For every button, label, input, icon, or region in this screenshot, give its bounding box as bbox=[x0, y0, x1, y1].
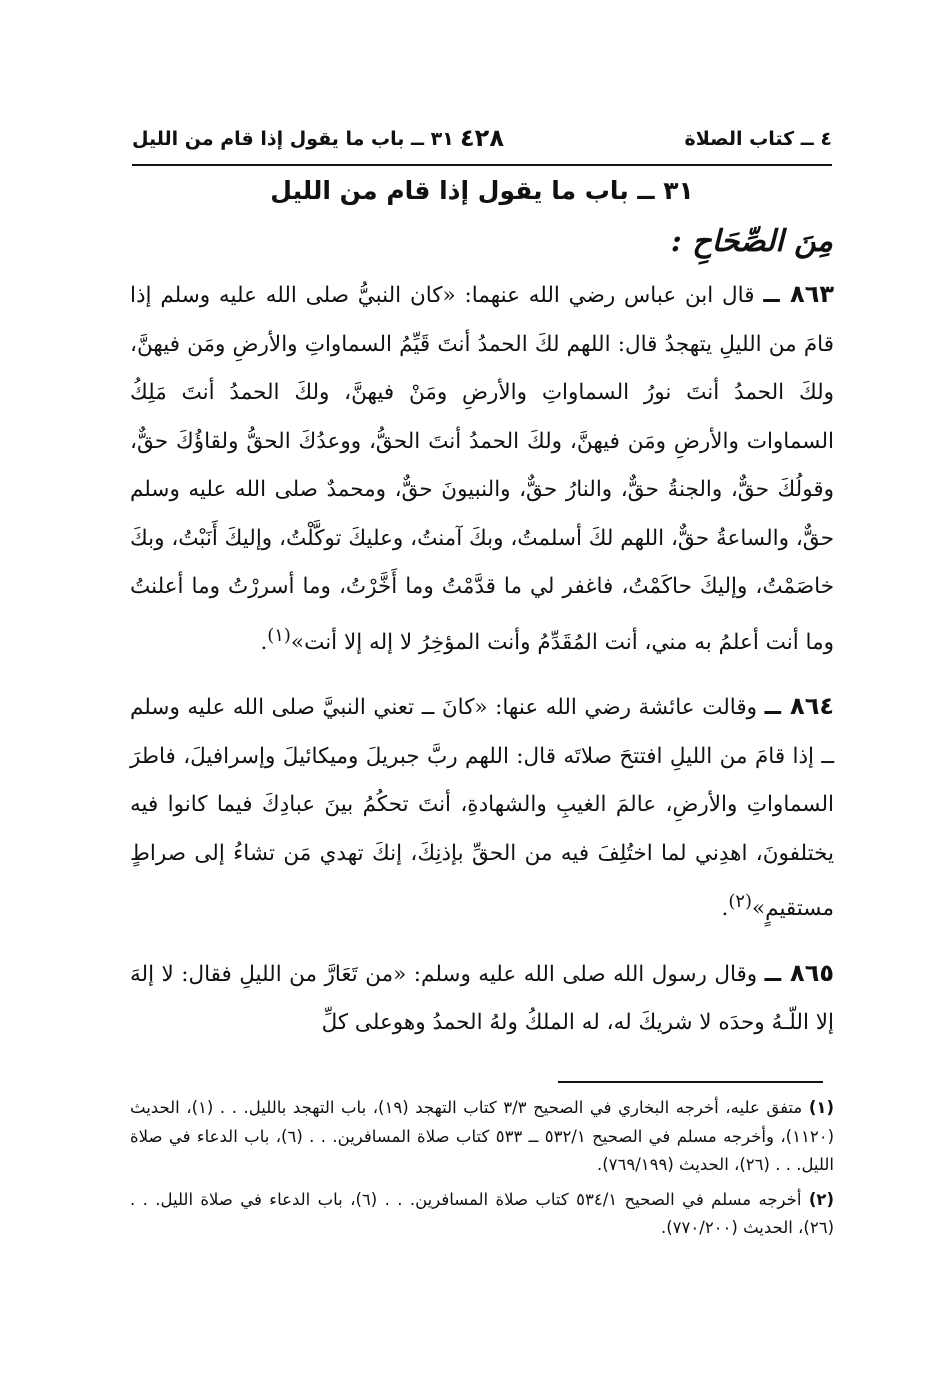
running-header bbox=[132, 124, 832, 158]
footnote bbox=[130, 1094, 834, 1180]
footnote-marker: (١) bbox=[267, 624, 291, 646]
hadith-paragraph: ٨٦٤ ــ وقالت عائشة رضي الله عنها: «كانَ ــ تعني النبيَّ صلى الله عليه وسلم ــ إذا قامَ من الليلِ افتتحَ صلاتَه قال: اللهم ربَّ جبريلَ وميكائيلَ وإسرافيلَ، فاطرَ السماواتِ والأرضِ، عالمَ الغيبِ والشهادةِ، أنتَ تحكُمُ بينَ عبادِكَ فيما كانوا فيه يختلفونَ، اهدِني لما اختُلِفَ فيه من الحقِّ بإذنِكَ، إنكَ تهدي مَن تشاءُ إلى صراطٍ مستقيمٍ»$^{(٢)}$. bbox=[130, 692, 834, 922]
header-chapter-title: ٣١ ــ باب ما يقول إذا قام من الليل bbox=[132, 128, 454, 150]
chapter-title: ٣١ ــ باب ما يقول إذا قام من الليل bbox=[270, 176, 694, 205]
footnotes bbox=[130, 1094, 834, 1249]
header-divider bbox=[132, 164, 832, 166]
hadith-paragraph bbox=[130, 949, 834, 1048]
hadith-number: ٨٦٤ ــ bbox=[764, 692, 834, 721]
hadith-text: وقال رسول الله صلى الله عليه وسلم: «من تَعَارَّ من الليلِ فقال: لا إلهَ إلا اللّـهُ وحدَه لا شريكَ له، له الملكُ ولهُ الحمدُ وهوعلى كلِّ bbox=[130, 961, 834, 1036]
hadith-number: ٨٦٥ ــ bbox=[764, 958, 834, 987]
header-book-title: ٤ ــ كتاب الصلاة bbox=[684, 128, 832, 150]
footnote bbox=[130, 1186, 834, 1243]
hadith-text: قال ابن عباس رضي الله عنهما: «كان النبيُّ صلى الله عليه وسلم إذا قامَ من الليلِ يتهجدُ قال: اللهم لكَ الحمدُ أنتَ قَيِّمُ السماواتِ والأرضِ ومَن فيهنَّ، ولكَ الحمدُ أنتَ نورُ السماواتِ والأرضِ ومَنْ فيهنَّ، ولكَ الحمدُ أنتَ مَلِكُ السماوات والأرضِ ومَن فيهنَّ، ولكَ الحمدُ أنتَ الحقُّ، ووعدُكَ الحقُّ ولقاؤُكَ حقٌّ، وقولُكَ حقٌّ، والجنةُ حقٌّ، والنارُ حقٌّ، والنبيونَ حقٌّ، ومحمدٌ صلى الله عليه وسلم حقٌّ، والساعةُ حقٌّ، اللهم لكَ أسلمتُ، وبكَ آمنتُ، وعليكَ توكَّلْتُ، وإليكَ أَنَبْتُ، وبكَ خاصَمْتُ، وإليكَ حاكَمْتُ، فاغفر لي ما قدَّمْتُ وما أَخَّرْتُ، وما أسررْتُ وما أعلنتُ وما أنت أعلمُ به مني، أنت المُقَدِّمُ وأنت المؤخِرُ لا إله إلا أنت» bbox=[130, 283, 834, 655]
footnote-text: متفق عليه، أخرجه البخاري في الصحيح ٣/٣ كتاب التهجد (١٩)، باب التهجد بالليل. . . (١)، الحديث (١١٢٠)، وأخرجه مسلم في الصحيح ٥٣٢/١ ــ ٥٣٣ كتاب صلاة المسافرين. . . (٦)، باب الدعاء في صلاة الليل. . . (٢٦)، الحديث (٧٦٩/١٩٩). bbox=[130, 1098, 834, 1174]
footnote-marker: (٢) bbox=[728, 891, 752, 913]
hadith-number: ٨٦٣ ــ bbox=[763, 280, 834, 308]
main-text bbox=[130, 270, 834, 1063]
hadith-paragraph: ٨٦٣ ــ قال ابن عباس رضي الله عنهما: «كان النبيُّ صلى الله عليه وسلم إذا قامَ من الليلِ يتهجدُ قال: اللهم لكَ الحمدُ أنتَ قَيِّمُ السماواتِ والأرضِ ومَن فيهنَّ، ولكَ الحمدُ أنتَ نورُ السماواتِ والأرضِ ومَنْ فيهنَّ، ولكَ الحمدُ أنتَ مَلِكُ السماوات والأرضِ ومَن فيهنَّ، ولكَ الحمدُ أنتَ الحقُّ، ووعدُكَ الحقُّ ولقاؤُكَ حقٌّ، وقولُكَ حقٌّ، والجنةُ حقٌّ، والنارُ حقٌّ، والنبيونَ حقٌّ، ومحمدٌ صلى الله عليه وسلم حقٌّ، والساعةُ حقٌّ، اللهم لكَ أسلمتُ، وبكَ آمنتُ، وعليكَ توكَّلْتُ، وإليكَ أَنَبْتُ، وبكَ خاصَمْتُ، وإليكَ حاكَمْتُ، فاغفر لي ما قدَّمْتُ وما أَخَّرْتُ، وما أسررْتُ وما أعلنتُ وما أنت أعلمُ به مني، أنت المُقَدِّمُ وأنت المؤخِرُ لا إله إلا أنت»$^{(١)}$. bbox=[130, 280, 834, 655]
footnote-number: (٢) bbox=[808, 1189, 835, 1209]
footnote-text: أخرجه مسلم في الصحيح ٥٣٤/١ كتاب صلاة المسافرين. . . (٦)، باب الدعاء في صلاة الليل. . . (٢٦)، الحديث (٧٧٠/٢٠٠). bbox=[130, 1189, 834, 1237]
section-subheading: مِنَ الصِّحَاحِ : bbox=[670, 224, 833, 259]
hadith-text: وقالت عائشة رضي الله عنها: «كانَ ــ تعني النبيَّ صلى الله عليه وسلم ــ إذا قامَ من الليلِ افتتحَ صلاتَه قال: اللهم ربَّ جبريلَ وميكائيلَ وإسرافيلَ، فاطرَ السماواتِ والأرضِ، عالمَ الغيبِ والشهادةِ، أنتَ تحكُمُ بينَ عبادِكَ فيما كانوا فيه يختلفونَ، اهدِني لما اختُلِفَ فيه من الحقِّ بإذنِكَ، إنكَ تهدي مَن تشاءُ إلى صراطٍ مستقيمٍ» bbox=[130, 695, 834, 922]
footnote-number: (١) bbox=[808, 1098, 834, 1117]
page-number: ٤٢٨ bbox=[460, 124, 504, 152]
footnote-divider bbox=[558, 1081, 823, 1083]
